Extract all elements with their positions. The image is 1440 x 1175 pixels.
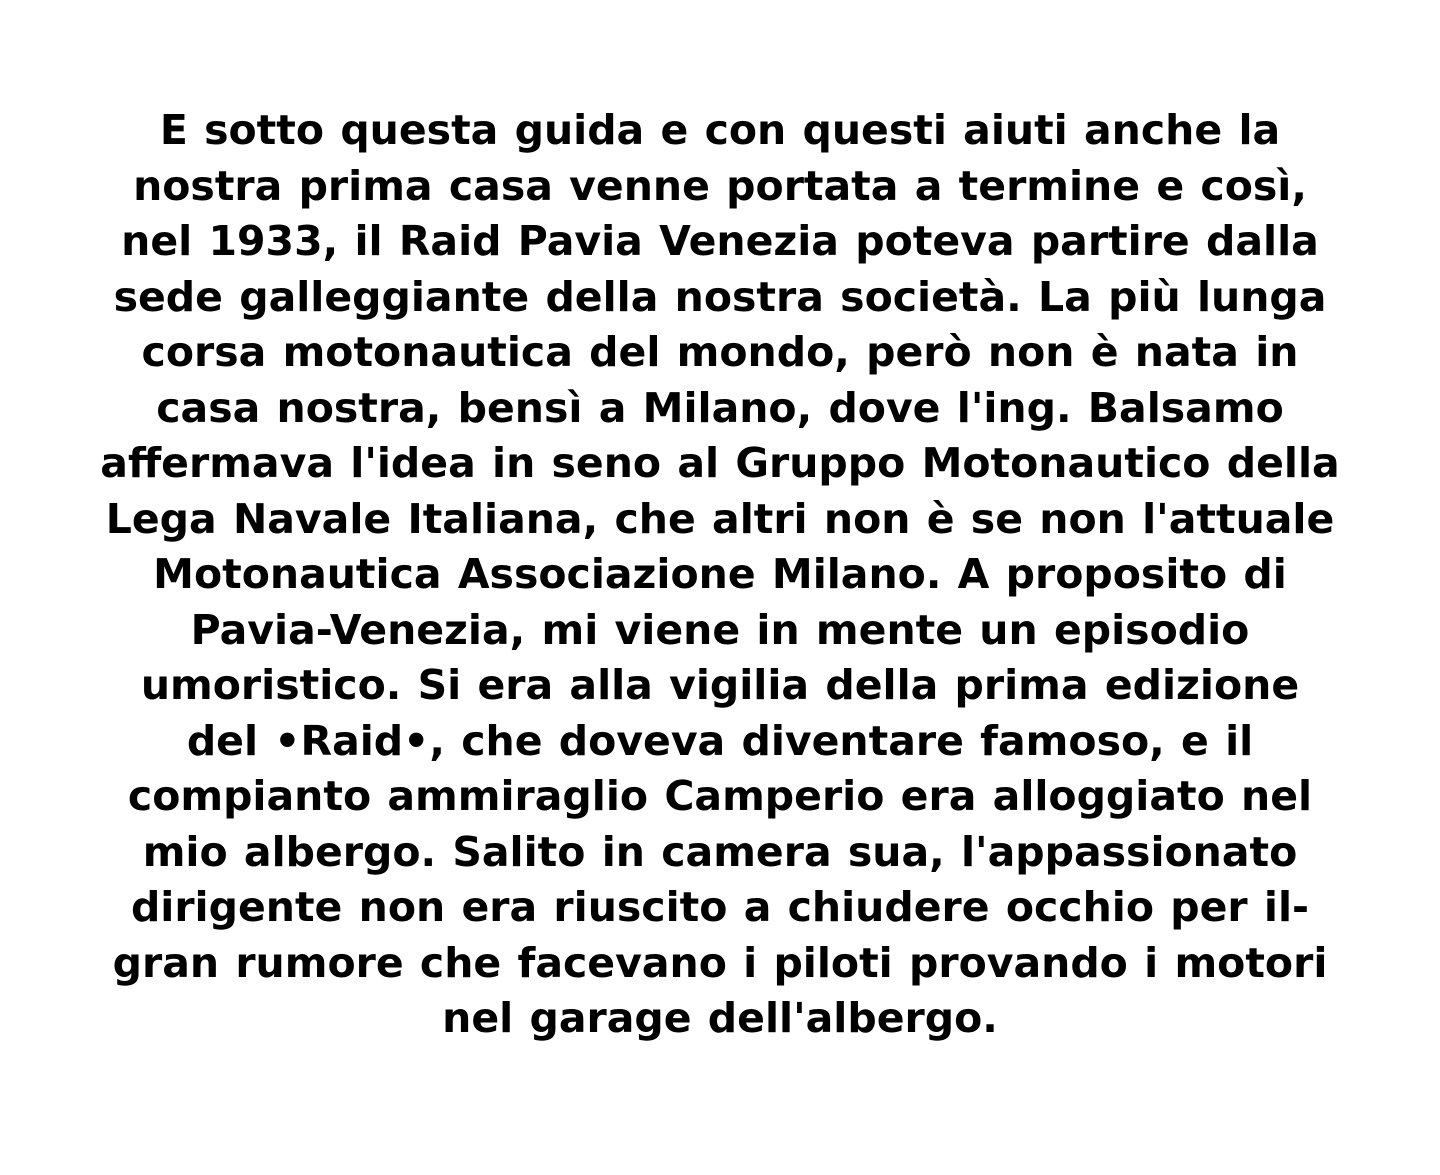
text-line-6: casa nostra, bensì a Milano, dove l'ing. Balsamo: [156, 383, 1284, 432]
text-line-10: Pavia-Venezia, mi viene in mente un episodio: [190, 605, 1250, 654]
text-line-1: E sotto questa guida e con questi aiuti anche la: [159, 106, 1281, 154]
text-line-2: nostra prima casa venne portata a termine e così,: [133, 161, 1307, 210]
text-line-11: umoristico. Si era alla vigilia della prima edizione: [140, 661, 1300, 709]
text-line-17: nel garage dell'albergo.: [442, 994, 998, 1042]
text-line-9: Motonautica Associazione Milano. A proposito di: [153, 550, 1287, 598]
text-line-7: affermava l'idea in seno al Gruppo Motonautico della: [100, 439, 1340, 487]
body-text: [0, 103, 1440, 1047]
text-line-15: dirigente non era riuscito a chiudere occhio per il-: [130, 883, 1310, 931]
text-line-3: nel 1933, il Raid Pavia Venezia poteva partire dalla: [121, 217, 1319, 265]
text-line-13: compianto ammiraglio Camperio era alloggiato nel: [127, 772, 1313, 820]
text-line-16: gran rumore che facevano i piloti provando i motori: [112, 938, 1328, 987]
text-line-12: del •Raid•, che doveva diventare famoso, e il: [186, 716, 1254, 765]
text-line-4: sede galleggiante della nostra società. La più lunga: [113, 272, 1327, 321]
text-line-14: mio albergo. Salito in camera sua, l'appassionato: [142, 827, 1298, 876]
text-line-5: corsa motonautica del mondo, però non è nata in: [141, 328, 1299, 376]
text-line-8: Lega Navale Italiana, che altri non è se non l'attuale: [105, 494, 1335, 543]
